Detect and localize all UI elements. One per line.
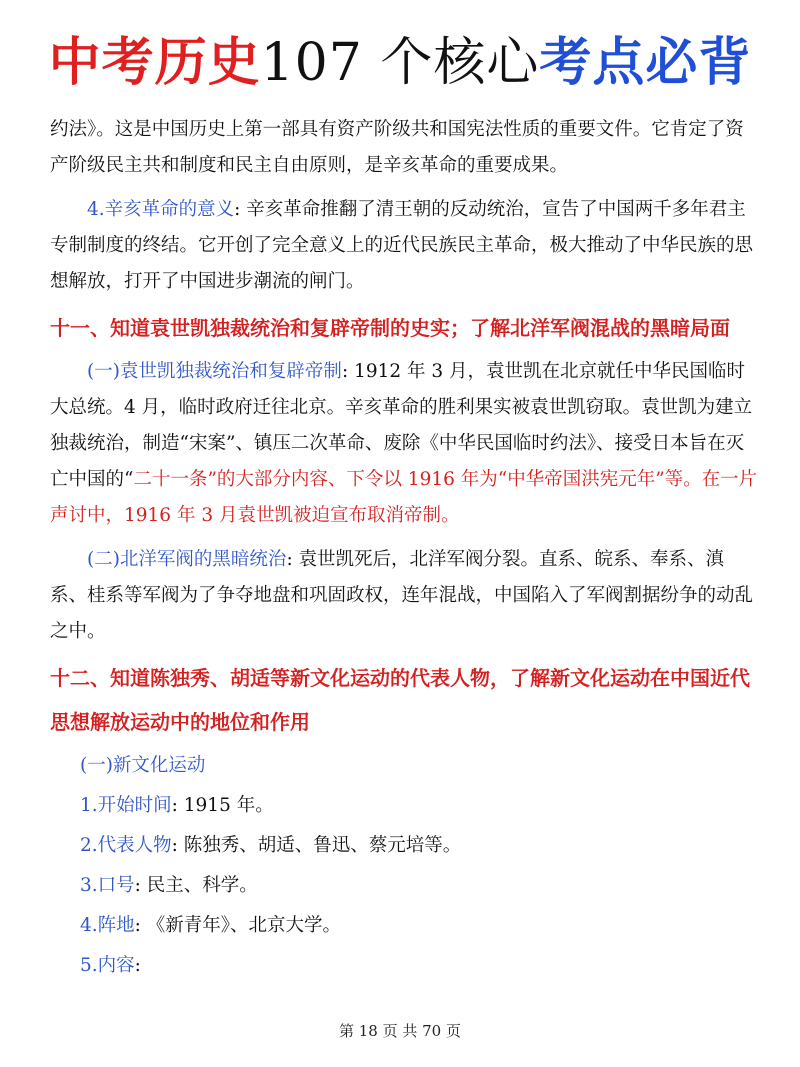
list-item [80, 828, 760, 864]
item-label: 1.开始时间 [80, 795, 172, 816]
item-label: 3.口号 [80, 875, 135, 896]
page-number: 第 18 页 共 70 页 [338, 1022, 461, 1040]
item-text: : [134, 955, 141, 976]
item-text: : 《新青年》、北京大学。 [134, 915, 342, 936]
page-title [0, 28, 800, 98]
subsection-label: (一)新文化运动 [80, 755, 206, 776]
point-text: : 辛亥革命推翻了清王朝的反动统治，宣告了中国两千多年君主专制制度的终结。它开创了完全意义上的近代民族民主革命，极大推动了中华民族的思想解放，打开了中国进步潮流的闸门。 [50, 199, 754, 292]
document-body [50, 112, 760, 988]
subsection-label: (二)北洋军阀的黑暗统治 [87, 549, 287, 570]
highlighted-text: 二十一条”的大部分内容、下令以 1916 年为“中华帝国洪宪元年”等。在一片声讨中，1916 年 3 月袁世凯被迫宣布取消帝制。 [50, 469, 758, 526]
paragraph-constitution: 约法》。这是中国历史上第一部具有资产阶级共和国宪法性质的重要文件。它肯定了资产阶级民主共和制度和民主自由原则，是辛亥革命的重要成果。 [50, 119, 744, 176]
section-heading-11: 十一、知道袁世凯独裁统治和复辟帝制的史实；了解北洋军阀混战的黑暗局面 [50, 316, 730, 340]
item-label: 4.阵地 [80, 915, 135, 936]
title-part-black: 107 个核心 [260, 33, 540, 93]
list-item [80, 948, 760, 984]
paragraph-warlords [50, 542, 760, 650]
new-culture-list [50, 748, 760, 984]
subsection-label: (一)袁世凯独裁统治和复辟帝制 [87, 361, 342, 382]
item-text: : 陈独秀、胡适、鲁迅、蔡元培等。 [171, 835, 462, 856]
title-part-blue: 考点必背 [539, 32, 752, 93]
subsection-text: : 袁世凯死后，北洋军阀分裂。直系、皖系、奉系、滇系、桂系等军阀为了争夺地盘和巩固政权，连年混战，中国陷入了军阀割据纷争的动乱之中。 [50, 549, 754, 642]
paragraph-yuan-shikai [50, 354, 760, 534]
list-item [80, 868, 760, 904]
title-part-red: 中考历史 [48, 32, 261, 93]
item-text: : 1915 年。 [171, 795, 274, 816]
paragraph-revolution-significance [50, 192, 760, 300]
list-item [80, 788, 760, 824]
subsection-text: : 1912 年 3 月，袁世凯在北京就任中华民国临时大总统。4 月，临时政府迁往北京。辛亥革命的胜利果实被袁世凯窃取。袁世凯为建立独裁统治，制造“宋案”、镇压二次革命、废除《中华民国临时约法》、接受日本旨在灭亡中国的“ [50, 361, 753, 490]
point-label: 4.辛亥革命的意义 [87, 199, 235, 220]
section-heading-12: 十二、知道陈独秀、胡适等新文化运动的代表人物，了解新文化运动在中国近代思想解放运动中的地位和作用 [50, 666, 750, 734]
item-text: : 民主、科学。 [134, 875, 258, 896]
list-item [80, 908, 760, 944]
item-label: 2.代表人物 [80, 835, 172, 856]
item-label: 5.内容 [80, 955, 135, 976]
